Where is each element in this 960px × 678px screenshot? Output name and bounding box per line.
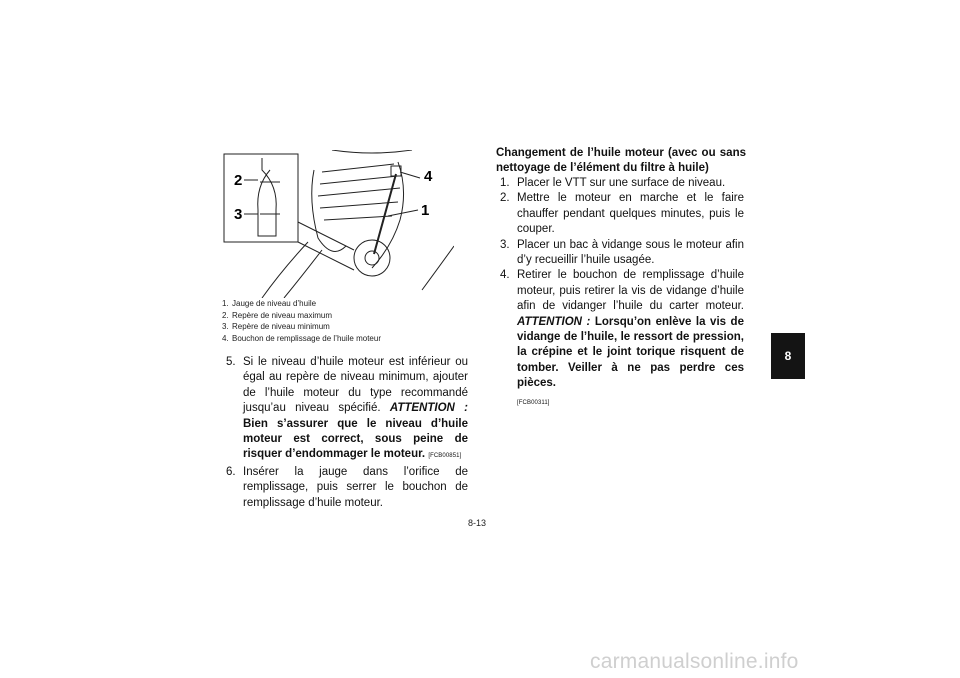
step-item: 1. Placer le VTT sur une surface de niveau. — [500, 177, 726, 189]
step-item: 5. Si le niveau d’huile moteur est inférieur ou égal au repère de niveau minimum, ajouter de l’huile moteur du type recommandé jusqu’au niveau spécifié. ATTENTION : Bien s’assurer que le niveau d’huile moteur est correct, sous peine de risquer d’endommager le moteur. [FCB00851] — [226, 356, 468, 461]
filler-hole — [365, 251, 379, 265]
callout-4: 4 — [424, 168, 433, 185]
attention-label: ATTENTION : — [517, 315, 591, 328]
step-item: 3. Placer un bac à vidange sous le moteur afin d’y recueillir l’huile usagée. — [500, 238, 744, 267]
exhaust-pipe — [262, 242, 322, 298]
page-number: 8-13 — [468, 518, 487, 528]
step-item: 2. Mettre le moteur en marche et le faire chauffer pendant quelques minutes, puis le couper. — [500, 192, 744, 236]
reference-code: [FCB00311] — [517, 399, 550, 406]
engine-illustration-svg — [222, 150, 454, 298]
left-step-list — [222, 355, 468, 511]
warning-text: Bien s’assurer que le niveau d’huile moteur est correct, sous peine de risquer d’endommager le moteur. — [243, 417, 468, 461]
caption-item: 3. Repère de niveau minimum — [222, 322, 330, 332]
chapter-tab: 8 — [771, 333, 805, 379]
leader-line-4 — [400, 172, 420, 178]
attention-label: ATTENTION : — [389, 402, 468, 415]
callout-1: 1 — [421, 202, 430, 219]
callout-2: 2 — [234, 172, 243, 189]
magnify-circle — [354, 240, 390, 276]
right-step-list — [496, 176, 744, 411]
engine-dipstick — [374, 174, 396, 254]
caption-item: 2. Repère de niveau maximum — [222, 310, 333, 320]
caption-item: 1. Jauge de niveau d’huile — [222, 299, 317, 308]
callout-3: 3 — [234, 206, 243, 223]
reference-code: [FCB00851] — [428, 453, 462, 460]
warning-text: Lorsqu’on enlève la vis de vidange de l’huile, le ressort de pression, la crépine et le joint torique risquent de tomber. Veiller à ne pas perdre ces pièces. — [517, 315, 744, 390]
step-item: 4. Retirer le bouchon de remplissage d’huile moteur, puis retirer la vis de vidange d’huile afin de vidanger l’huile du carter moteur. ATTENTION : Lorsqu’on enlève la vis de vidange de l’huile, le ressort de pression, la crépine et le joint torique risquent de tomber. Veiller à ne pas perdre ces pièces. [FCB00311] — [496, 268, 744, 411]
caption-item: 4. Bouchon de remplissage de l’huile moteur — [222, 333, 381, 343]
section-heading: Changement de l’huile moteur (avec ou sans nettoyage de l’élément du filtre à huile) — [496, 147, 746, 175]
frame-tubes — [332, 150, 454, 290]
leader-line-1 — [388, 210, 418, 216]
inset-dipstick-outline — [258, 158, 276, 236]
engine-fins — [318, 164, 400, 220]
oil-dipstick-illustration — [222, 150, 454, 298]
dipstick-inset-box — [224, 154, 298, 242]
figure-captions — [222, 298, 462, 344]
step-item: 6. Insérer la jauge dans l’orifice de remplissage, puis serrer le bouchon de remplissage d’huile moteur. — [226, 465, 468, 509]
watermark-text: carmanualsonline.info — [590, 650, 799, 673]
